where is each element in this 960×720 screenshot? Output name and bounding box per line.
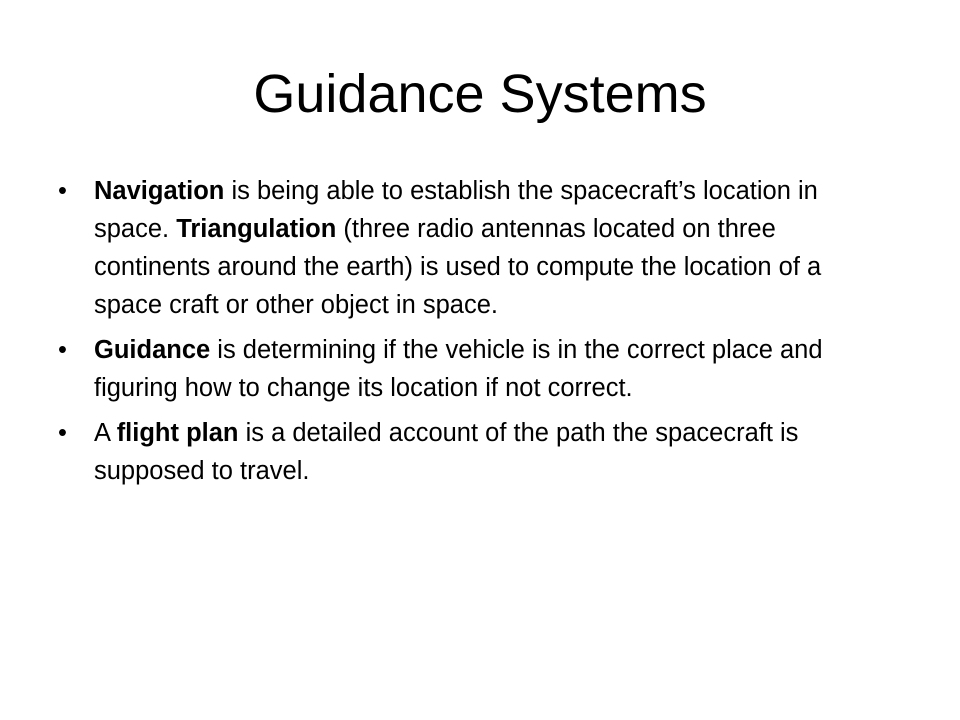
term-guidance: Guidance: [94, 336, 211, 364]
bullet-text: A: [94, 419, 117, 447]
bullet-guidance: [58, 331, 878, 407]
bullet-flight-plan: [58, 414, 878, 490]
bullet-marker: •: [58, 336, 67, 364]
bullet-text: is determining if the vehicle is in the correct place and figuring how to change its location if not correct.: [94, 336, 823, 402]
slide-title: Guidance Systems: [253, 64, 707, 124]
bullet-text: is a detailed account of the path the spacecraft is supposed to travel.: [94, 419, 799, 485]
bullet-list: [58, 172, 878, 497]
bullet-text: (three radio antennas located on three continents around the earth) is used to compute the location of a space craft or other object in space.: [94, 215, 822, 319]
bullet-navigation: [58, 172, 878, 324]
bullet-text: is being able to establish the spacecraft’s location in space.: [94, 177, 818, 243]
term-navigation: Navigation: [94, 177, 225, 205]
term-flight-plan: flight plan: [116, 419, 239, 447]
bullet-marker: •: [58, 419, 67, 447]
bullet-marker: •: [58, 177, 67, 205]
term-triangulation: Triangulation: [176, 215, 337, 243]
